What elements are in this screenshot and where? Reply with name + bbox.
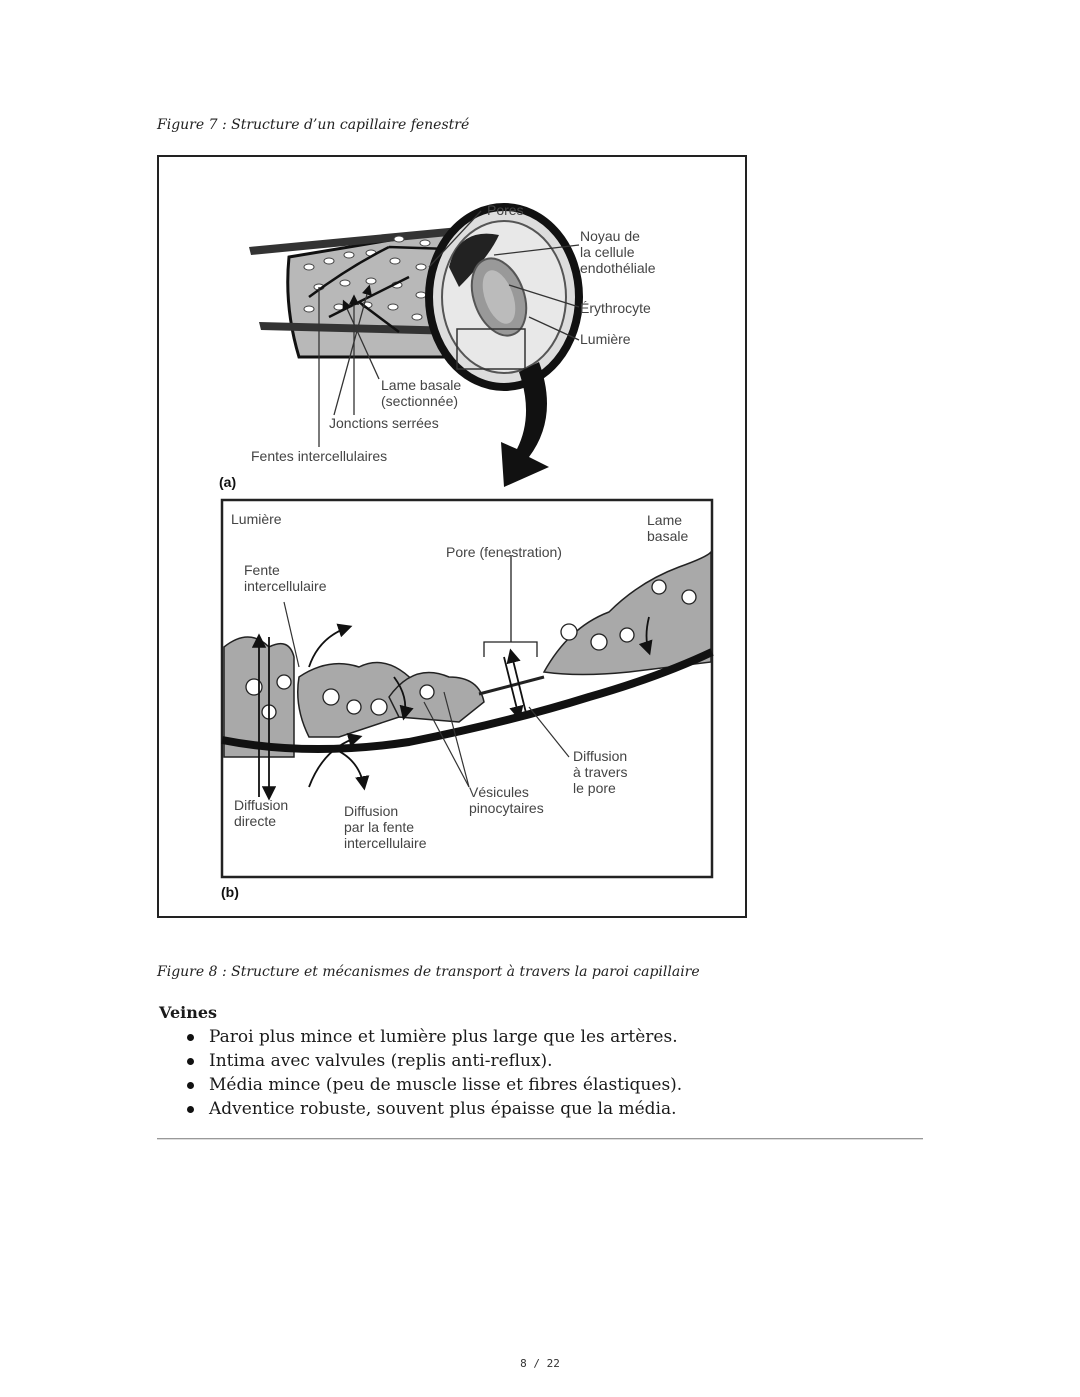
- capillary-tube-illustration: [249, 207, 579, 487]
- list-item: Paroi plus mince et lumière plus large que les artères.: [185, 1025, 682, 1049]
- label-pores: Pores: [487, 202, 524, 218]
- list-item: Intima avec valvules (replis anti-reflux).: [185, 1049, 682, 1073]
- figure-7-caption: Figure 7 : Structure d’un capillaire fenestré: [157, 117, 470, 133]
- label-diffusion-pore-line1: Diffusion: [573, 748, 628, 764]
- label-lame-b-line2: basale: [647, 528, 689, 544]
- label-vesicules-line2: pinocytaires: [469, 800, 544, 816]
- label-diffusion-directe-line2: directe: [234, 813, 277, 829]
- figure-8-caption: Figure 8 : Structure et mécanismes de transport à travers la paroi capillaire: [157, 964, 700, 980]
- label-fente-line1: Fente: [244, 562, 280, 578]
- label-lumiere-a: Lumière: [580, 331, 631, 347]
- capillary-diagram: [159, 157, 749, 920]
- label-diffusion-fente-line1: Diffusion: [344, 803, 399, 819]
- capillary-figure: [157, 155, 747, 918]
- label-diffusion-pore-line2: à travers: [573, 764, 628, 780]
- section-title-veines: Veines: [159, 1003, 218, 1022]
- label-pore-fenestration: Pore (fenestration): [446, 544, 562, 560]
- label-diffusion-directe-line1: Diffusion: [234, 797, 289, 813]
- label-vesicules-line1: Vésicules: [469, 784, 529, 800]
- page-number: 8 / 22: [520, 1357, 560, 1370]
- list-item: Média mince (peu de muscle lisse et fibres élastiques).: [185, 1073, 682, 1097]
- panel-a-label: (a): [219, 474, 237, 490]
- label-lumiere-b: Lumière: [231, 511, 282, 527]
- label-fente-line2: intercellulaire: [244, 578, 327, 594]
- label-noyau-line1: Noyau de: [580, 228, 640, 244]
- horizontal-divider: [157, 1138, 923, 1140]
- label-lame-basale-line2: (sectionnée): [381, 393, 459, 409]
- label-diffusion-fente-line2: par la fente: [344, 819, 415, 835]
- label-jonctions-serrees: Jonctions serrées: [329, 415, 439, 431]
- label-lame-b-line1: Lame: [647, 512, 683, 528]
- label-erythrocyte: Érythrocyte: [580, 300, 651, 316]
- veins-list: [185, 1025, 682, 1121]
- label-lame-basale-line1: Lame basale: [381, 377, 462, 393]
- label-fentes-intercellulaires: Fentes intercellulaires: [251, 448, 388, 464]
- label-noyau-line2: la cellule: [580, 244, 635, 260]
- label-diffusion-fente-line3: intercellulaire: [344, 835, 427, 851]
- label-diffusion-pore-line3: le pore: [573, 780, 616, 796]
- list-item: Adventice robuste, souvent plus épaisse que la média.: [185, 1097, 682, 1121]
- panel-b-label: (b): [221, 884, 239, 900]
- label-noyau-line3: endothéliale: [580, 260, 656, 276]
